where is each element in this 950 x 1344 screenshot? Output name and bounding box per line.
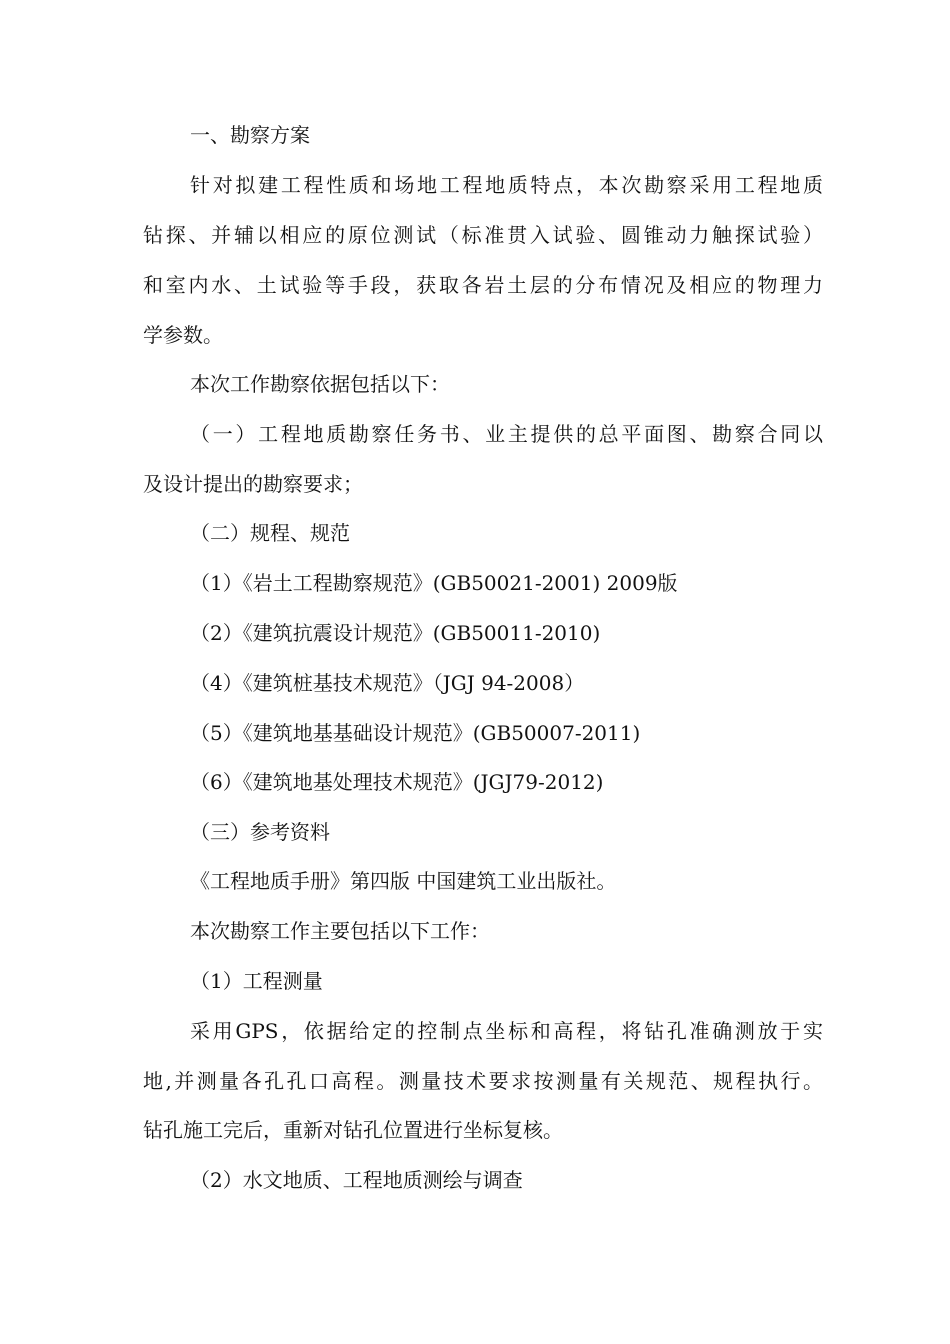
paragraph-line: 钻探、并辅以相应的原位测试（标准贯入试验、圆锥动力触探试验） [143,223,823,247]
paragraph-line: 学参数。 [143,323,223,347]
standard-item: （6）《建筑地基处理技术规范》(JGJ79-2012) [190,770,604,794]
standard-item: （1）《岩土工程勘察规范》(GB50021-2001) 2009版 [190,571,678,595]
paragraph-line: 和室内水、土试验等手段，获取各岩土层的分布情况及相应的物理力 [143,273,823,297]
section-heading: 一、勘察方案 [190,123,310,147]
paragraph-line: 及设计提出的勘察要求； [143,472,363,496]
reference-item: 《工程地质手册》第四版 中国建筑工业出版社。 [190,869,617,893]
standard-item: （5）《建筑地基基础设计规范》(GB50007-2011) [190,721,641,745]
standard-item: （2）《建筑抗震设计规范》(GB50011-2010) [190,621,601,645]
standard-item: （4）《建筑桩基技术规范》（JGJ 94-2008） [190,671,585,695]
paragraph-line: （一）工程地质勘察任务书、业主提供的总平面图、勘察合同以 [190,422,823,446]
subsection-title: （二）规程、规范 [190,521,350,545]
paragraph-line: 钻孔施工完后，重新对钻孔位置进行坐标复核。 [143,1118,563,1142]
paragraph-line: 地,并测量各孔孔口高程。测量技术要求按测量有关规范、规程执行。 [143,1069,823,1093]
paragraph-line: 采用GPS，依据给定的控制点坐标和高程，将钻孔准确测放于实 [190,1019,823,1043]
subsection-title: （三）参考资料 [190,820,330,844]
subsection-title: （2）水文地质、工程地质测绘与调查 [190,1168,523,1192]
paragraph-line: 针对拟建工程性质和场地工程地质特点，本次勘察采用工程地质 [190,173,823,197]
paragraph-line: 本次工作勘察依据包括以下： [190,372,450,396]
paragraph-line: 本次勘察工作主要包括以下工作： [190,919,490,943]
subsection-title: （1）工程测量 [190,969,323,993]
